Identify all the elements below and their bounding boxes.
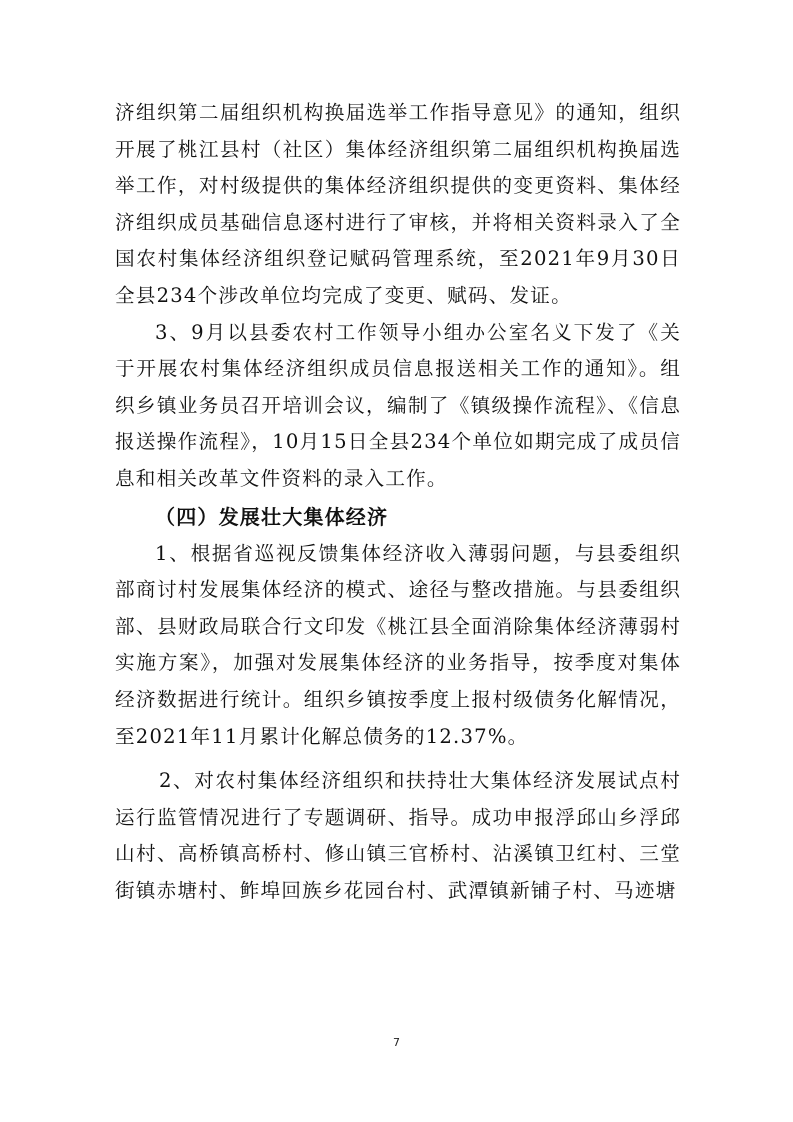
paragraph-item-2: 2、对农村集体经济组织和扶持壮大集体经济发展试点村运行监管情况进行了专题调研、指导。成功申报浮邱山乡浮邱山村、高桥镇高桥村、修山镇三官桥村、沾溪镇卫红村、三堂街镇赤塘村、鲊埠回族乡花园台村、武潭镇新铺子村、马迹塘: [115, 769, 681, 902]
page-number: 7: [393, 1036, 400, 1049]
paragraph-gap: [115, 755, 681, 763]
document-body: [115, 95, 681, 909]
paragraph-item-3: 3、9月以县委农村工作领导小组办公室名义下发了《关于开展农村集体经济组织成员信息报送相关工作的通知》。组织乡镇业务员召开培训会议，编制了《镇级操作流程》、《信息报送操作流程》，10月15日全县234个单位如期完成了成员信息和相关改革文件资料的录入工作。: [115, 320, 681, 490]
paragraph-continuation: 济组织第二届组织机构换届选举工作指导意见》的通知，组织开展了桃江县村（社区）集体经济组织第二届组织机构换届选举工作，对村级提供的集体经济组织提供的变更资料、集体经济组织成员基础信息逐村进行了审核，并将相关资料录入了全国农村集体经济组织登记赋码管理系统，至2021年9月30日全县234个涉改单位均完成了变更、赋码、发证。: [115, 101, 681, 307]
section-heading: （四）发展壮大集体经济: [155, 504, 389, 529]
paragraph-item-1: 1、根据省巡视反馈集体经济收入薄弱问题，与县委组织部商讨村发展集体经济的模式、途径与整改措施。与县委组织部、县财政局联合行文印发《桃江县全面消除集体经济薄弱村实施方案》，加强对发展集体经济的业务指导，按季度对集体经济数据进行统计。组织乡镇按季度上报村级债务化解情况，至2021年11月累计化解总债务的12.37%。: [115, 541, 681, 748]
